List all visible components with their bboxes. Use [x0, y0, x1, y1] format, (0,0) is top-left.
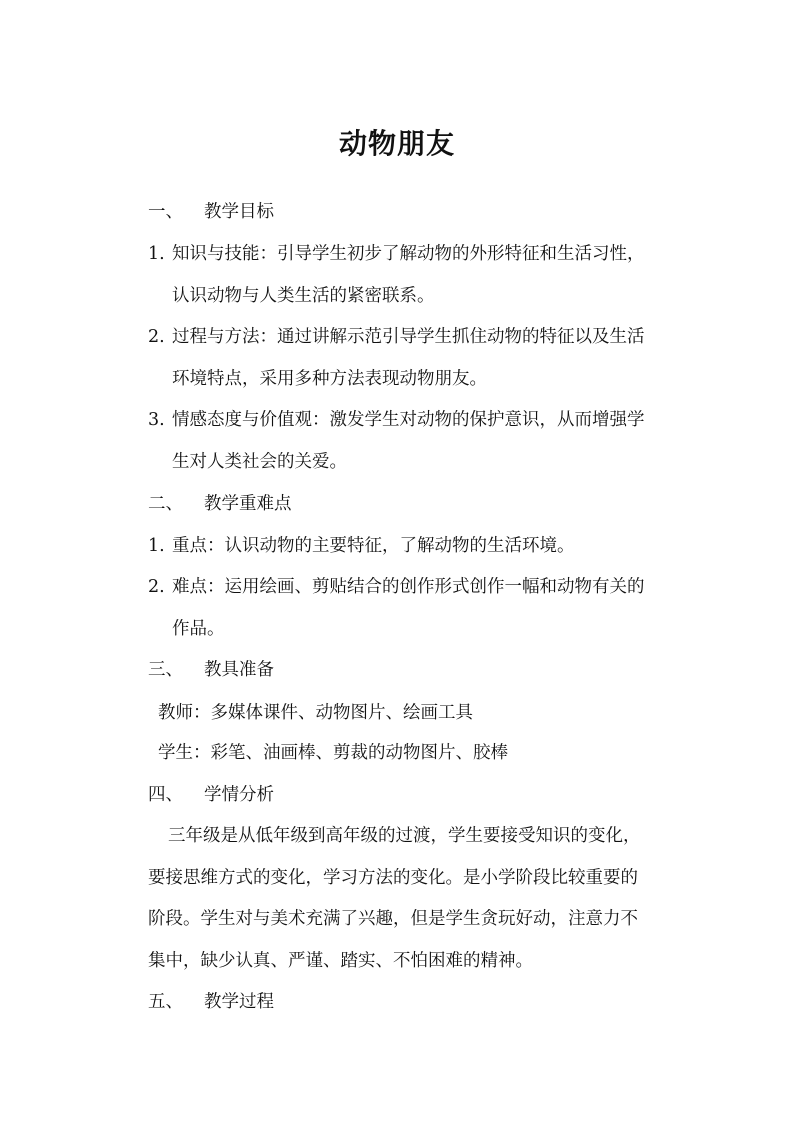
section-title: 教学目标 — [204, 202, 274, 222]
item-continuation: 生对人类社会的关爱。 — [172, 452, 347, 472]
section-title: 学情分析 — [204, 785, 274, 805]
section-number: 五、 — [148, 992, 183, 1012]
section-number: 四、 — [148, 785, 183, 805]
paragraph-line: 阶段。学生对与美术充满了兴趣，但是学生贪玩好动，注意力不 — [148, 909, 638, 929]
item-number: 1. — [148, 244, 165, 264]
item-text: 情感态度与价值观：激发学生对动物的保护意识，从而增强学 — [172, 410, 645, 430]
item-continuation: 认识动物与人类生活的紧密联系。 — [172, 286, 435, 306]
section-title: 教学重难点 — [204, 494, 292, 514]
list-item — [148, 324, 645, 350]
paragraph-line: 集中，缺少认真、严谨、踏实、不怕困难的精神。 — [148, 951, 533, 971]
item-number: 2. — [148, 577, 165, 597]
paragraph-line: 学生：彩笔、油画棒、剪裁的动物图片、胶棒 — [158, 743, 508, 763]
list-item — [148, 241, 645, 267]
item-text: 知识与技能：引导学生初步了解动物的外形特征和生活习性， — [172, 244, 645, 264]
section-title: 教具准备 — [204, 660, 274, 680]
list-item — [148, 407, 645, 433]
section-heading-materials — [148, 657, 274, 683]
paragraph-line: 三年级是从低年级到高年级的过渡，学生要接受知识的变化， — [168, 826, 641, 846]
item-number: 3. — [148, 410, 165, 430]
item-number: 2. — [148, 327, 165, 347]
section-heading-objectives — [148, 199, 274, 225]
item-number: 1. — [148, 536, 165, 556]
item-text: 重点：认识动物的主要特征，了解动物的生活环境。 — [172, 536, 575, 556]
paragraph-line: 教师：多媒体课件、动物图片、绘画工具 — [158, 703, 473, 723]
item-text: 难点：运用绘画、剪贴结合的创作形式创作一幅和动物有关的 — [172, 577, 645, 597]
section-title: 教学过程 — [204, 992, 274, 1012]
section-heading-process — [148, 989, 274, 1015]
section-heading-key-points — [148, 491, 292, 517]
section-heading-analysis — [148, 782, 274, 808]
item-continuation: 作品。 — [172, 619, 225, 639]
list-item — [148, 533, 575, 559]
list-item — [148, 574, 645, 600]
section-number: 三、 — [148, 660, 183, 680]
page-title: 动物朋友 — [338, 127, 455, 160]
item-text: 过程与方法：通过讲解示范引导学生抓住动物的特征以及生活 — [172, 327, 645, 347]
section-number: 二、 — [148, 494, 183, 514]
section-number: 一、 — [148, 202, 183, 222]
paragraph-line: 要接思维方式的变化，学习方法的变化。是小学阶段比较重要的 — [148, 868, 638, 888]
item-continuation: 环境特点，采用多种方法表现动物朋友。 — [172, 369, 487, 389]
